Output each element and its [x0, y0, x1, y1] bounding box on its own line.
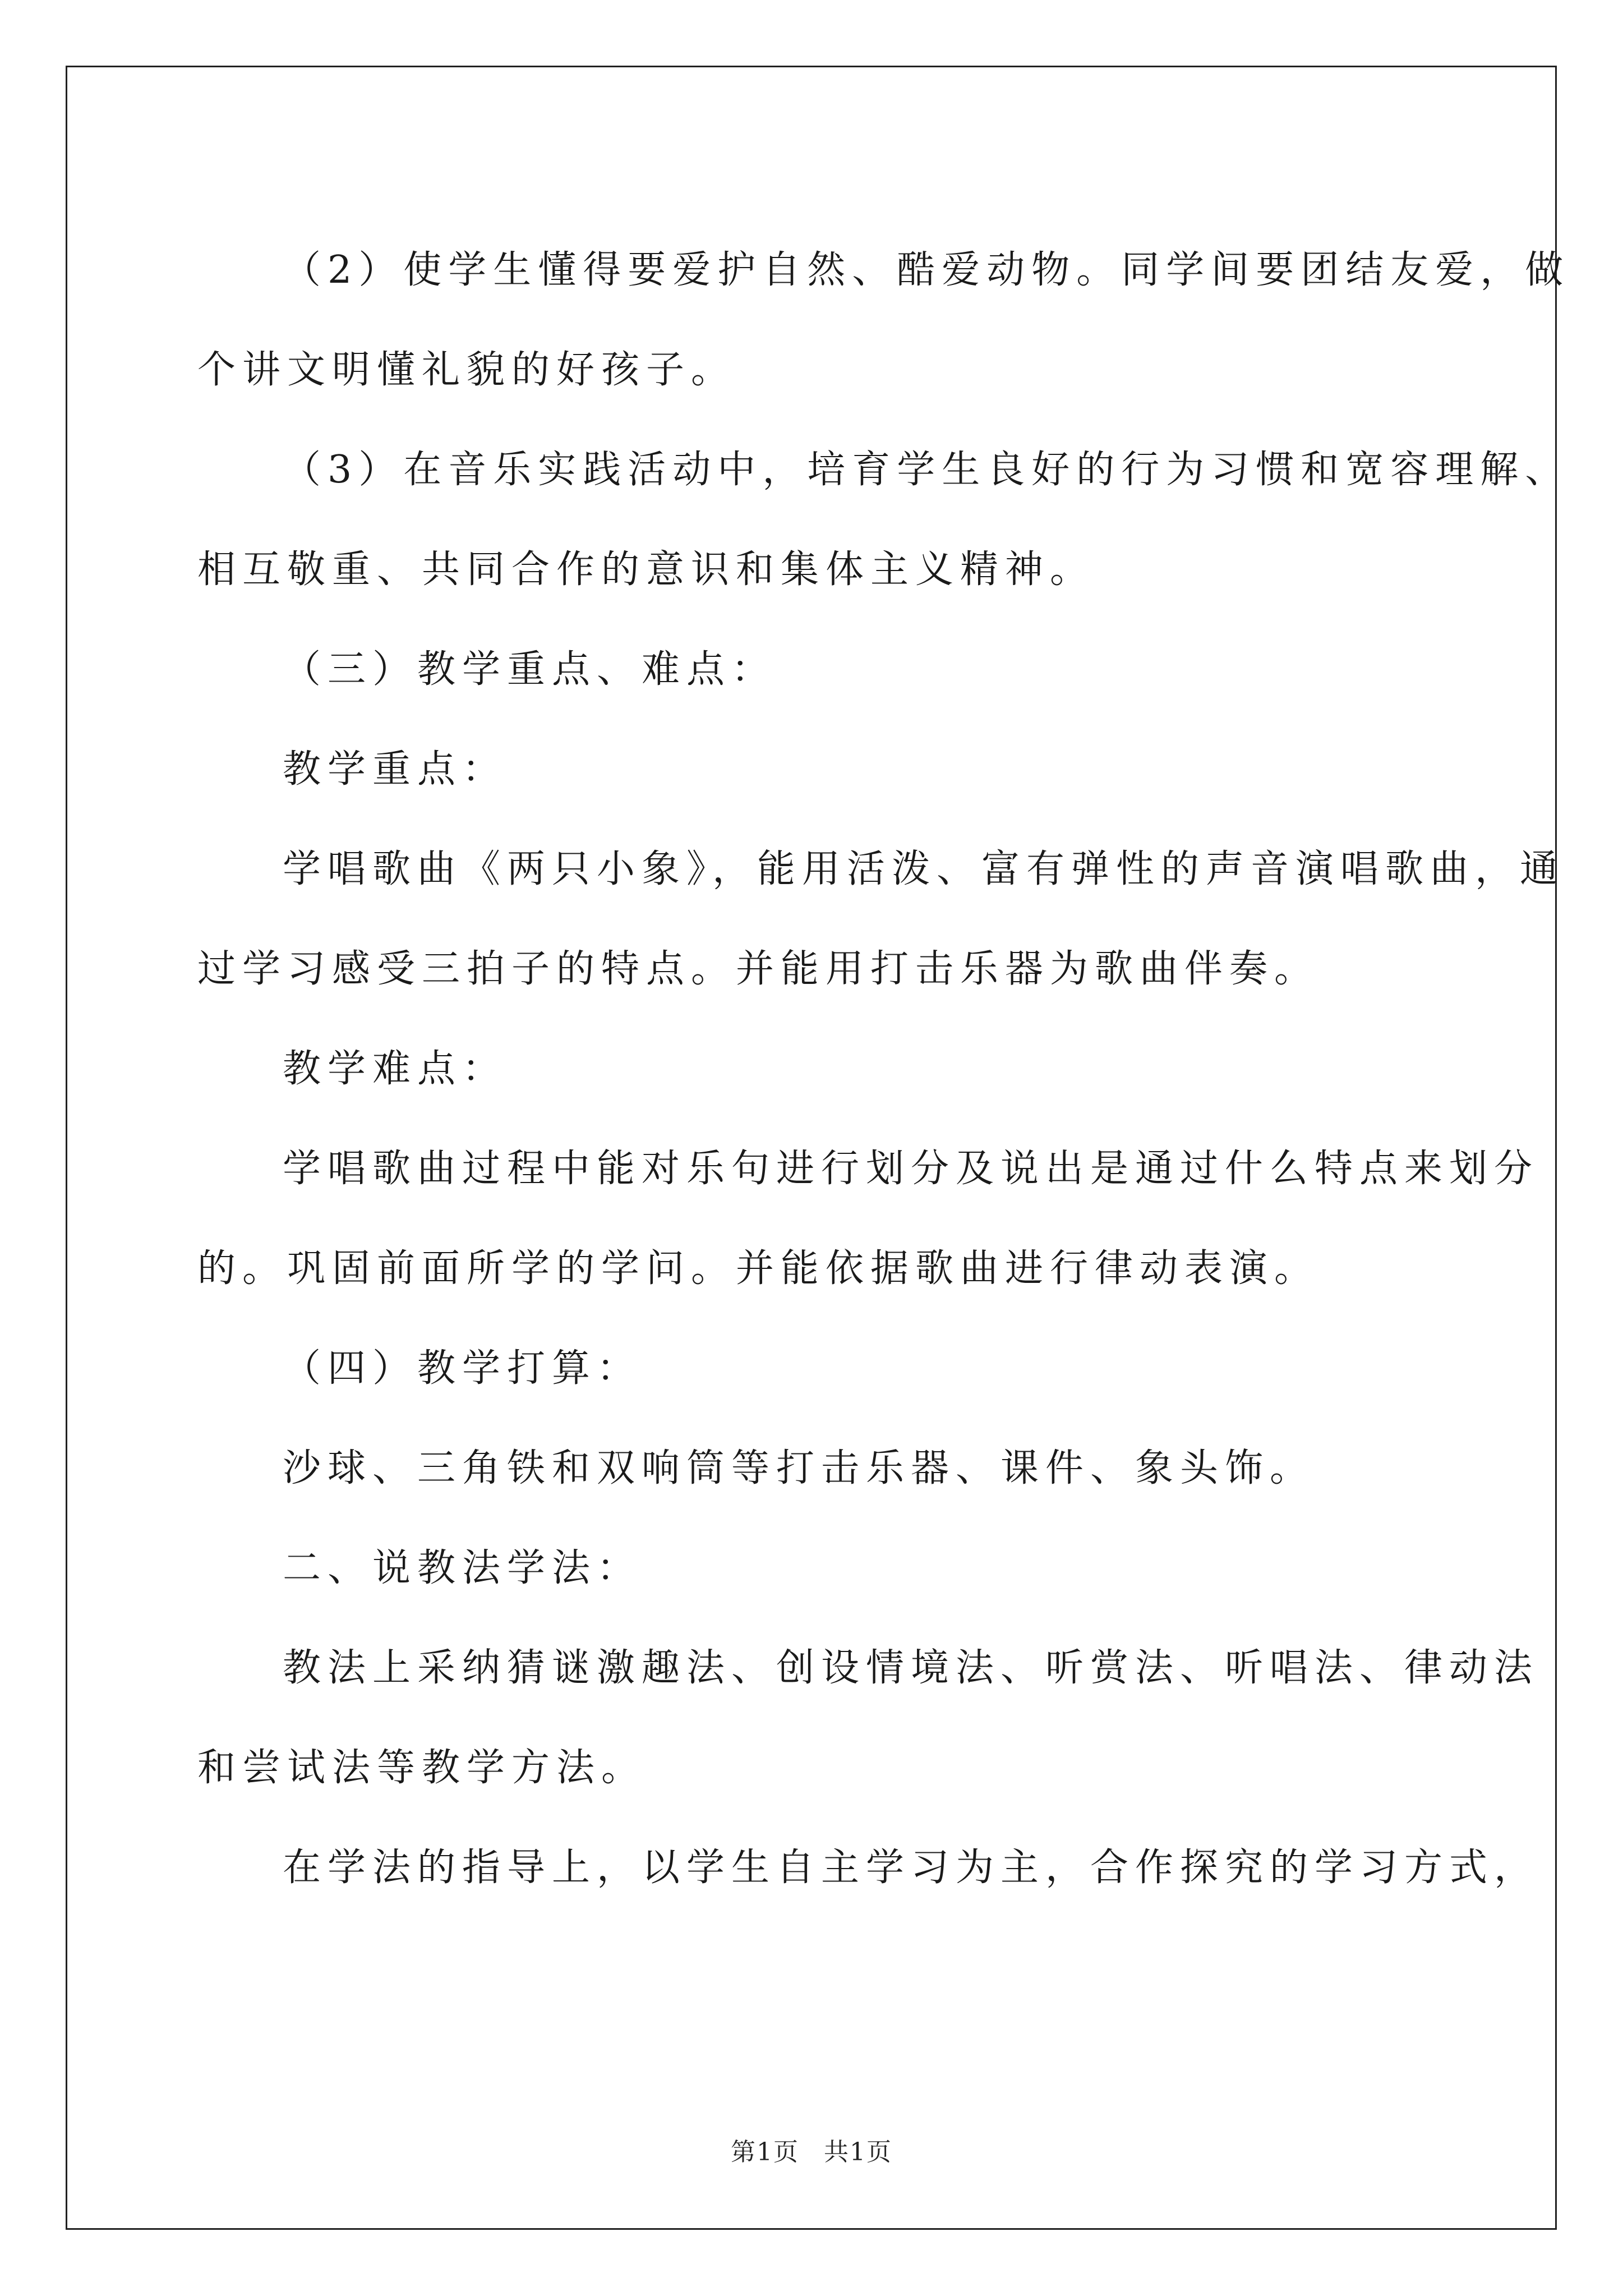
paragraph-line: 在学法的指导上，以学生自主学习为主，合作探究的学习方式，	[283, 1846, 1539, 1890]
paragraph-line: 个讲文明懂礼貌的好孩子。	[197, 348, 736, 392]
page-total: 共1页	[824, 2138, 892, 2166]
document-body	[197, 220, 1570, 1918]
page-footer	[0, 2132, 1623, 2168]
paragraph-line: 学唱歌曲过程中能对乐句进行划分及说出是通过什么特点来划分	[283, 1147, 1539, 1191]
paragraph-line: 过学习感受三拍子的特点。并能用打击乐器为歌曲伴奏。	[197, 947, 1320, 991]
section-heading: （三）教学重点、难点：	[283, 647, 777, 692]
subheading: 教学难点：	[283, 1047, 508, 1091]
paragraph-line: 教法上采纳猜谜激趣法、创设情境法、听赏法、听唱法、律动法	[283, 1646, 1539, 1690]
section-heading: 二、说教法学法：	[283, 1546, 642, 1590]
subheading: 教学重点：	[283, 747, 508, 792]
paragraph-line: 的。巩固前面所学的学问。并能依据歌曲进行律动表演。	[197, 1246, 1320, 1291]
section-heading: （四）教学打算：	[283, 1346, 642, 1391]
paragraph-line: 沙球、三角铁和双响筒等打击乐器、课件、象头饰。	[283, 1446, 1315, 1490]
paragraph-line: 学唱歌曲《两只小象》，能用活泼、富有弹性的声音演唱歌曲，通	[283, 847, 1565, 891]
paragraph-line: （2）使学生懂得要爱护自然、酷爱动物。同学间要团结友爱，做	[283, 248, 1570, 292]
paragraph-line: 和尝试法等教学方法。	[197, 1746, 647, 1790]
page-number: 第1页	[731, 2138, 799, 2166]
paragraph-line: 相互敬重、共同合作的意识和集体主义精神。	[197, 547, 1095, 592]
paragraph-line: （3）在音乐实践活动中，培育学生良好的行为习惯和宽容理解、	[283, 448, 1570, 492]
